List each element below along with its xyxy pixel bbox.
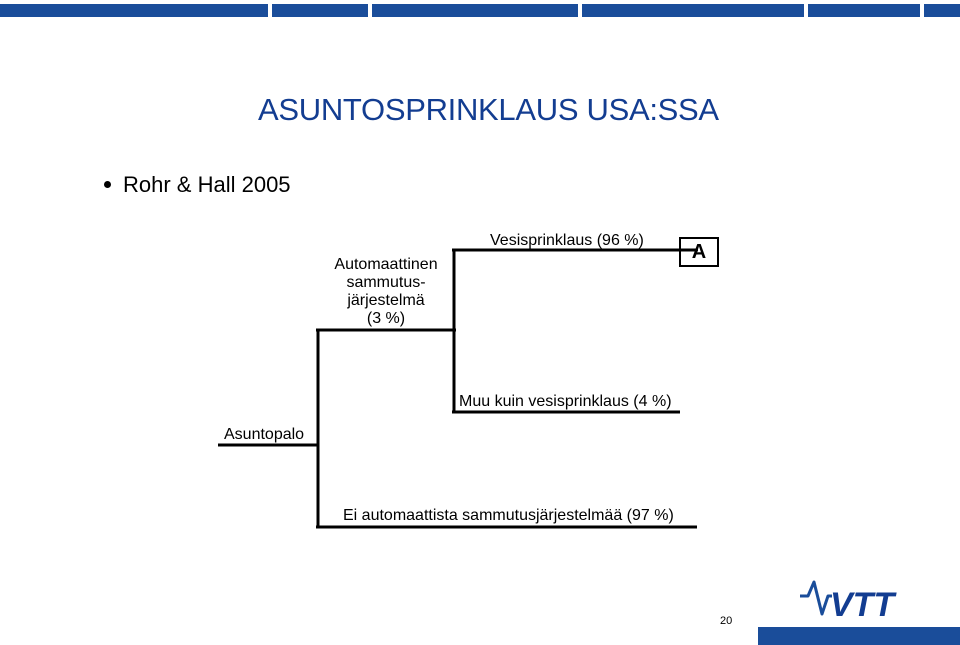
bottom-decor-bar [758, 627, 960, 645]
auto-system-line-2: sammutus- [346, 274, 426, 291]
logo-text: VTT [830, 586, 895, 620]
auto-system-line-3: järjestelmä [347, 292, 425, 309]
no-auto-system-label: Ei automaattista sammutusjärjestelmää (97 %) [343, 507, 674, 524]
bullet-text: Rohr & Hall 2005 [123, 172, 291, 197]
auto-system-line-4: (3 %) [366, 310, 406, 327]
slide-title: ASUNTOSPRINKLAUS USA:SSA [258, 92, 719, 127]
auto-system-line-1: Automaattinen [334, 256, 438, 273]
water-sprinkler-label: Vesisprinklaus (96 %) [490, 232, 644, 249]
auto-system-label [327, 256, 445, 328]
outcome-a-box: A [679, 237, 719, 267]
vtt-logo-icon [798, 574, 914, 620]
page-number: 20 [720, 615, 733, 627]
root-label: Asuntopalo [224, 426, 305, 443]
other-than-water-label: Muu kuin vesisprinklaus (4 %) [459, 393, 672, 410]
